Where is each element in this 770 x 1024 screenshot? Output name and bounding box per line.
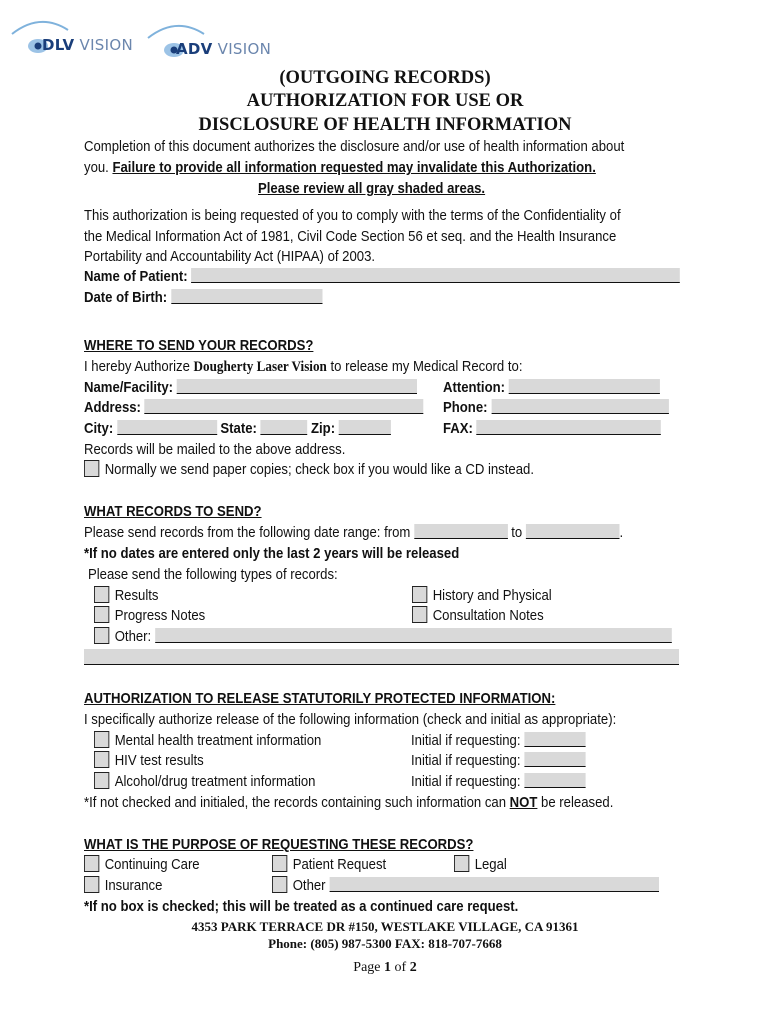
hiv-checkbox[interactable] xyxy=(94,751,109,768)
alcohol-initial-field[interactable] xyxy=(524,773,585,788)
fax-row xyxy=(443,419,661,439)
protected-note-not: NOT xyxy=(509,795,538,811)
protected-note xyxy=(84,793,613,813)
alcohol-initial-label: Initial if requesting: xyxy=(411,774,521,790)
results-row xyxy=(94,586,159,606)
authorize-name: Dougherty Laser Vision xyxy=(193,359,327,375)
address-row xyxy=(84,398,424,418)
insurance-row xyxy=(84,876,162,896)
date-range-row xyxy=(84,523,623,543)
adv-logo-bold: ADV xyxy=(176,40,213,58)
facility-label: Name/Facility: xyxy=(84,380,174,396)
page-current: 1 xyxy=(384,960,392,975)
dob-label: Date of Birth: xyxy=(84,290,168,306)
fax-label: FAX: xyxy=(443,421,473,437)
phone-row xyxy=(443,398,668,418)
purpose-other-label: Other xyxy=(292,878,326,894)
attention-row xyxy=(443,378,660,398)
progress-row xyxy=(94,606,205,626)
history-row xyxy=(412,586,552,606)
dob-row xyxy=(84,288,322,308)
consultation-checkbox[interactable] xyxy=(412,606,427,623)
cd-label: Normally we send paper copies; check box if you would like a CD instead. xyxy=(104,462,534,478)
other-records-row xyxy=(94,627,671,647)
history-checkbox[interactable] xyxy=(412,586,427,603)
mental-initial-label: Initial if requesting: xyxy=(411,733,521,749)
zip-field[interactable] xyxy=(339,420,391,435)
title-line-1: (OUTGOING RECORDS) xyxy=(279,68,491,88)
insurance-label: Insurance xyxy=(104,878,163,894)
adv-vision-logo xyxy=(146,14,281,62)
patient-request-label: Patient Request xyxy=(292,857,387,873)
mental-row xyxy=(94,731,321,751)
types-label: Please send the following types of records: xyxy=(88,567,338,583)
consultation-row xyxy=(412,606,544,626)
cd-row xyxy=(84,460,534,480)
intro-review-gray: Please review all gray shaded areas. xyxy=(258,181,486,197)
mental-label: Mental health treatment information xyxy=(114,733,322,749)
history-label: History and Physical xyxy=(432,588,552,604)
progress-label: Progress Notes xyxy=(114,608,206,624)
legal-checkbox[interactable] xyxy=(454,855,469,872)
alcohol-row xyxy=(94,772,315,792)
dob-field[interactable] xyxy=(171,289,322,304)
logo-area xyxy=(10,14,280,64)
phone-label: Phone: xyxy=(443,400,488,416)
legal-row xyxy=(454,855,507,875)
other-records-continuation-field[interactable] xyxy=(84,649,679,665)
results-checkbox[interactable] xyxy=(94,586,109,603)
insurance-checkbox[interactable] xyxy=(84,876,99,893)
zip-label: Zip: xyxy=(311,421,336,437)
hiv-initial-row xyxy=(411,751,585,771)
patient-name-field[interactable] xyxy=(191,268,680,283)
hiv-initial-field[interactable] xyxy=(524,752,585,767)
footer-contact: Phone: (805) 987-5300 FAX: 818-707-7668 xyxy=(268,936,502,951)
authorize-prefix: I hereby Authorize xyxy=(84,359,194,375)
state-label: State: xyxy=(220,421,257,437)
footer-address: 4353 PARK TERRACE DR #150, WESTLAKE VILLAGE, CA 91361 xyxy=(191,919,579,934)
patient-name-row xyxy=(84,267,680,287)
dlv-vision-logo xyxy=(10,14,145,62)
purpose-note: *If no box is checked; this will be treated as a continued care request. xyxy=(84,899,519,915)
authorize-suffix: to release my Medical Record to: xyxy=(326,359,523,375)
authorize-line xyxy=(84,357,522,377)
adv-logo-rest: VISION xyxy=(212,40,272,58)
intro-line-1: Completion of this document authorizes the disclosure and/or use of health information about xyxy=(84,139,625,155)
continuing-row xyxy=(84,855,200,875)
cd-checkbox[interactable] xyxy=(84,460,99,477)
protected-note-suffix: be released. xyxy=(537,795,614,811)
date-to-field[interactable] xyxy=(526,524,620,539)
date-to-label: to xyxy=(511,525,523,541)
mental-initial-field[interactable] xyxy=(524,732,585,747)
alcohol-initial-row xyxy=(411,772,585,792)
send-heading: WHERE TO SEND YOUR RECORDS? xyxy=(84,338,314,354)
patient-name-label: Name of Patient: xyxy=(84,269,188,285)
city-field[interactable] xyxy=(117,420,217,435)
auth-text-line-3: Portability and Accountability Act (HIPAA) of 2003. xyxy=(84,249,376,265)
purpose-other-field[interactable] xyxy=(329,877,658,892)
protected-note-prefix: *If not checked and initialed, the records containing such information can xyxy=(84,795,510,811)
records-heading: WHAT RECORDS TO SEND? xyxy=(84,504,262,520)
patient-request-checkbox[interactable] xyxy=(272,855,287,872)
hiv-initial-label: Initial if requesting: xyxy=(411,753,521,769)
address-label: Address: xyxy=(84,400,141,416)
page-total: 2 xyxy=(409,960,417,975)
dlv-logo-bold: DLV xyxy=(42,36,75,54)
progress-checkbox[interactable] xyxy=(94,606,109,623)
purpose-heading: WHAT IS THE PURPOSE OF REQUESTING THESE RECORDS? xyxy=(84,837,474,853)
hiv-label: HIV test results xyxy=(114,753,204,769)
mental-initial-row xyxy=(411,731,585,751)
fax-field[interactable] xyxy=(477,420,662,435)
state-field[interactable] xyxy=(261,420,308,435)
mental-checkbox[interactable] xyxy=(94,731,109,748)
continuing-label: Continuing Care xyxy=(104,857,200,873)
continuing-checkbox[interactable] xyxy=(84,855,99,872)
attention-field[interactable] xyxy=(509,379,660,394)
purpose-other-row xyxy=(272,876,659,896)
other-records-field[interactable] xyxy=(155,628,672,643)
address-field[interactable] xyxy=(145,399,424,414)
intro-line-2-prefix: you. xyxy=(84,160,113,176)
page-number xyxy=(0,960,770,976)
other-records-label: Other: xyxy=(114,629,152,645)
attention-label: Attention: xyxy=(443,380,506,396)
patient-request-row xyxy=(272,855,386,875)
city-row xyxy=(84,419,391,439)
mailed-note: Records will be mailed to the above address. xyxy=(84,442,346,458)
no-dates-note: *If no dates are entered only the last 2 years will be released xyxy=(84,546,460,562)
city-label: City: xyxy=(84,421,114,437)
other-records-checkbox[interactable] xyxy=(94,627,109,644)
page-of: of xyxy=(391,960,410,975)
intro-warning: Failure to provide all information requested may invalidate this Authorization. xyxy=(112,160,596,176)
hiv-row xyxy=(94,751,204,771)
facility-row xyxy=(84,378,417,398)
dlv-logo-rest: VISION xyxy=(74,36,133,54)
results-label: Results xyxy=(114,588,159,604)
legal-label: Legal xyxy=(474,857,507,873)
phone-field[interactable] xyxy=(491,399,668,414)
date-range-label: Please send records from the following date range: from xyxy=(84,525,411,541)
facility-field[interactable] xyxy=(177,379,417,394)
protected-heading: AUTHORIZATION TO RELEASE STATUTORILY PROTECTED INFORMATION: xyxy=(84,691,556,707)
purpose-other-checkbox[interactable] xyxy=(272,876,287,893)
title-line-3: DISCLOSURE OF HEALTH INFORMATION xyxy=(198,115,572,135)
title-line-2: AUTHORIZATION FOR USE OR xyxy=(246,91,524,111)
alcohol-checkbox[interactable] xyxy=(94,772,109,789)
page-prefix: Page xyxy=(353,960,385,975)
alcohol-label: Alcohol/drug treatment information xyxy=(114,774,316,790)
intro-line-2 xyxy=(84,158,596,178)
auth-text-line-2: the Medical Information Act of 1981, Civil Code Section 56 et seq. and the Health Insurance xyxy=(84,229,617,245)
auth-text-line-1: This authorization is being requested of you to comply with the terms of the Confidentiality of xyxy=(84,208,621,224)
date-range-end: . xyxy=(619,525,624,541)
consultation-label: Consultation Notes xyxy=(432,608,544,624)
date-from-field[interactable] xyxy=(414,524,508,539)
protected-intro: I specifically authorize release of the following information (check and initial as appropriate): xyxy=(84,712,617,728)
